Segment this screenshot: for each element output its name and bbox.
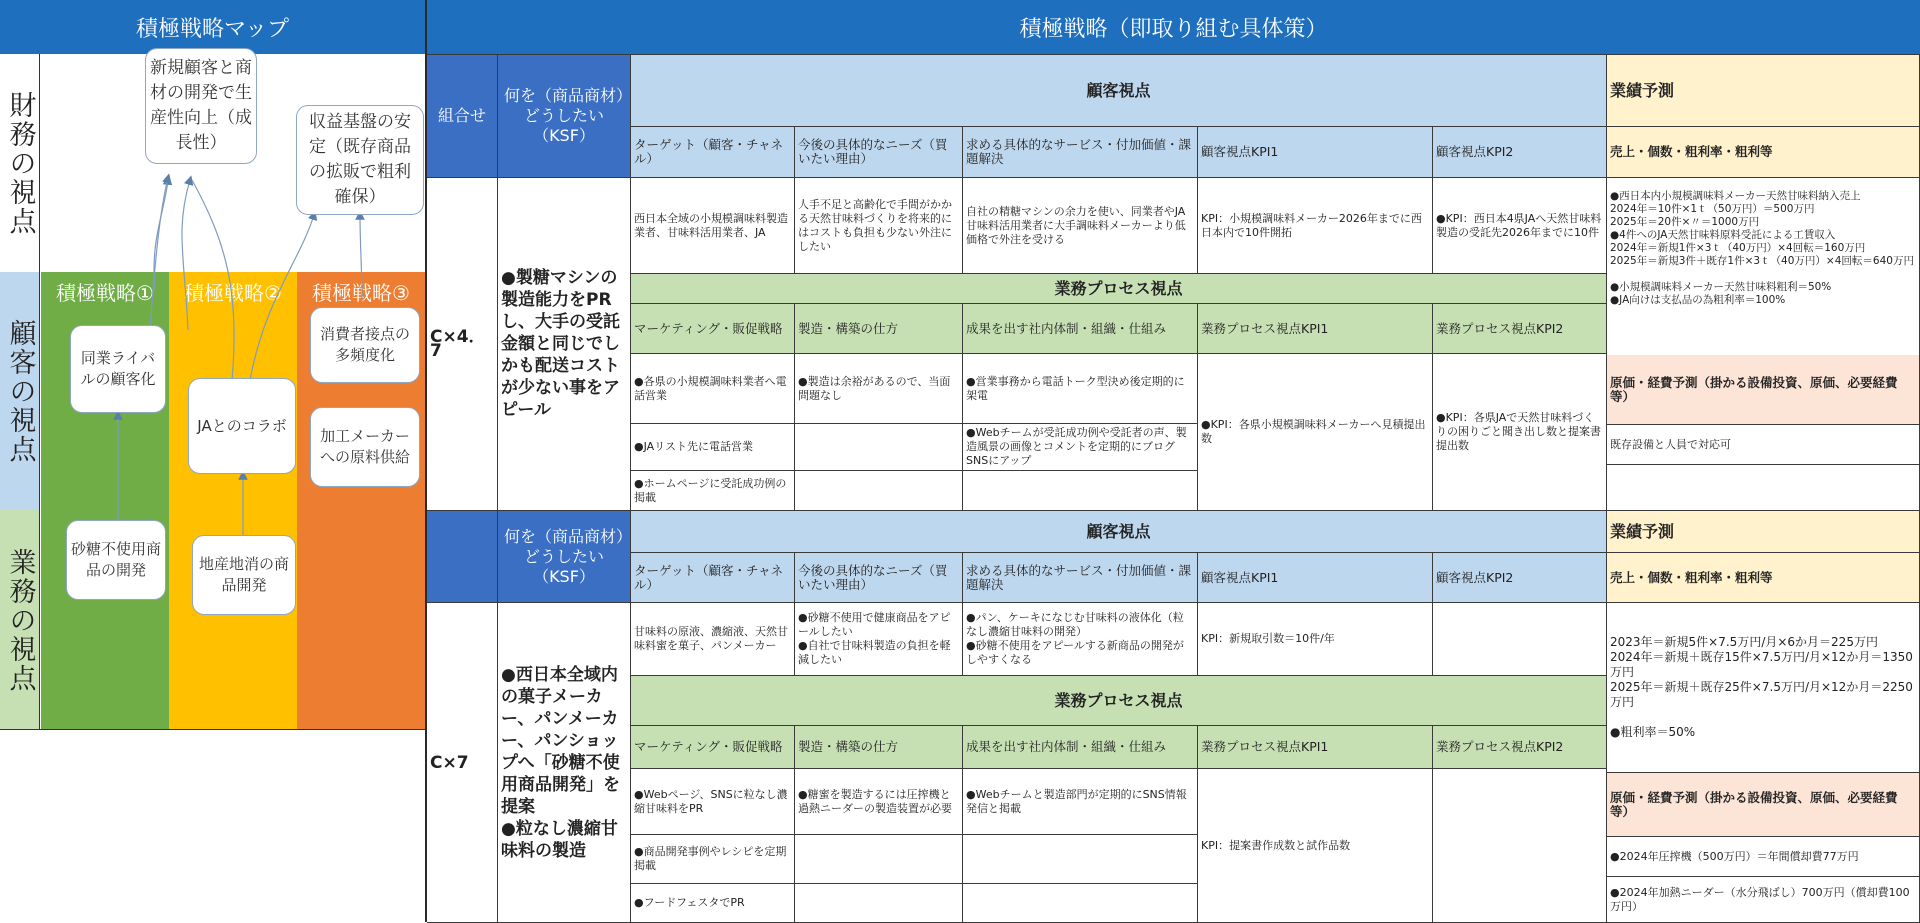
s2-col-ckpi1: 顧客視点KPI1: [1198, 553, 1433, 603]
s2-col-mfg: 製造・構築の仕方: [795, 726, 963, 769]
s2-process-view-header: 業務プロセス視点: [631, 676, 1607, 726]
col-service: 求める具体的なサービス・付加価値・課題解決: [963, 127, 1198, 178]
s2-col-ckpi2: 顧客視点KPI2: [1433, 553, 1607, 603]
s1-process-view-header: 業務プロセス視点: [631, 274, 1607, 304]
s2-pkpi1: KPI：提案書作成数と試作品数: [1198, 769, 1433, 923]
s2-needs: ●砂糖不使用で健康商品をアピールしたい ●自社で甘味料製造の負担を軽減したい: [795, 603, 963, 676]
s2-ksf-header: 何を（商品商材）どうしたい（KSF）: [498, 511, 631, 603]
s2-col-pkpi2: 業務プロセス視点KPI2: [1433, 726, 1607, 769]
s2-org: ●Webチームと製造部門が定期的にSNS情報発信と掲載: [963, 769, 1198, 835]
s1-col-mfg: 製造・構築の仕方: [795, 304, 963, 354]
s1-service: 自社の精糖マシンの余力を使い、同業者やJA甘味料活用業者に大手調味料メーカーより低価格で外注を受ける: [963, 178, 1198, 274]
s1-mkt-2: ●JAリスト先に電話営業: [631, 424, 795, 471]
s2-mfg-empty-1: [795, 835, 963, 884]
forecast-header: 業績予測: [1607, 55, 1920, 127]
node-local-product-dev: 地産地消の商品開発: [192, 535, 296, 615]
s1-col-mkt: マーケティング・販促戦略: [631, 304, 795, 354]
s1-pkpi2: ●KPI：各県JAで天然甘味料づくりの困りごと聞き出し数と提案書提出数: [1433, 354, 1607, 511]
customer-view-header: 顧客視点: [631, 55, 1607, 127]
s2-col-mkt: マーケティング・販促戦略: [631, 726, 795, 769]
s1-col-org: 成果を出す社内体制・組織・仕組み: [963, 304, 1198, 354]
node-raw-supply: 加工メーカーへの原料供給: [310, 407, 420, 487]
s1-combo: C×4．7: [427, 178, 498, 511]
s1-mfg-empty-1: [795, 424, 963, 471]
s2-combo: C×7: [427, 603, 498, 923]
s1-mkt-3: ●ホームページに受託成功例の掲載: [631, 471, 795, 511]
s1-cost-empty: [1607, 465, 1920, 511]
row-label-customer: 顧客の視点: [4, 318, 36, 464]
s1-mfg-empty-2: [795, 471, 963, 511]
s2-service: ●パン、ケーキになじむ甘味料の液体化（粒なし濃縮甘味料の開発） ●砂糖不使用をアピールする新商品の開発がしやすくなる: [963, 603, 1198, 676]
s2-col-target: ターゲット（顧客・チャネル）: [631, 553, 795, 603]
s2-ckpi1: KPI：新規取引数＝10件/年: [1198, 603, 1433, 676]
s2-target: 甘味料の原液、濃縮液、天然甘味料蜜を菓子、パンメーカー: [631, 603, 795, 676]
ksf-header: 何を（商品商材）どうしたい（KSF）: [498, 55, 631, 178]
s1-target: 西日本全域の小規模調味料製造業者、甘味料活用業者、JA: [631, 178, 795, 274]
row-label-finance: 財務の視点: [4, 90, 36, 236]
s1-pkpi1: ●KPI：各県小規模調味料メーカーへ見積提出数: [1198, 354, 1433, 511]
s2-combo-header: [427, 511, 498, 603]
s2-mkt-1: ●Webページ、SNSに粒なし濃縮甘味料をPR: [631, 769, 795, 835]
s2-mkt-2: ●商品開発事例やレシピを定期掲載: [631, 835, 795, 884]
plan-title: 積極戦略（即取り組む具体策）: [427, 0, 1920, 54]
s2-col-needs: 今後の具体的なニーズ（買いたい理由）: [795, 553, 963, 603]
s2-col-service: 求める具体的なサービス・付加価値・課題解決: [963, 553, 1198, 603]
s2-cost-2: ●2024年加熱ニーダー（水分飛ばし）700万円（償却費100万円）: [1607, 877, 1920, 923]
col-ckpi1: 顧客視点KPI1: [1198, 127, 1433, 178]
s2-forecast-sub: 売上・個数・粗利率・粗利等: [1607, 553, 1920, 603]
strategy-2-label: 積極戦略②: [184, 281, 282, 305]
s1-cost: 既存設備と人員で対応可: [1607, 425, 1920, 465]
strategy-1-label: 積極戦略①: [56, 281, 154, 305]
s2-col-pkpi1: 業務プロセス視点KPI1: [1198, 726, 1433, 769]
s2-cost-header: 原価・経費予測（掛かる設備投資、原価、必要経費等）: [1607, 773, 1920, 837]
s2-mfg: ●糖蜜を製造するには圧搾機と過熱ニーダーの製造装置が必要: [795, 769, 963, 835]
s1-ksf: ●製糖マシンの製造能力をPRし、大手の受託金額と同じでしかも配送コストが少ない事をアピール: [498, 178, 631, 511]
strategy-3-label: 積極戦略③: [312, 281, 410, 305]
s2-org-empty-2: [963, 884, 1198, 923]
s2-mkt-3: ●フードフェスタでPR: [631, 884, 795, 923]
node-finance-growth: 新規顧客と商材の開発で生産性向上（成長性）: [145, 48, 257, 164]
s2-col-org: 成果を出す社内体制・組織・仕組み: [963, 726, 1198, 769]
s2-ckpi2: [1433, 603, 1607, 676]
s2-mfg-empty-2: [795, 884, 963, 923]
s1-mfg: ●製造は余裕があるので、当面問題なし: [795, 354, 963, 424]
col-ckpi2: 顧客視点KPI2: [1433, 127, 1607, 178]
s2-ksf: ●西日本全域内の菓子メーカー、パンメーカー、パンショップへ「砂糖不使用商品開発」を提案 ●粒なし濃縮甘味料の製造: [498, 603, 631, 923]
row-label-process: 業務の視点: [4, 547, 36, 693]
s2-pkpi2: [1433, 769, 1607, 923]
s2-org-empty-1: [963, 835, 1198, 884]
s1-col-pkpi1: 業務プロセス視点KPI1: [1198, 304, 1433, 354]
s1-ckpi1: KPI：小規模調味料メーカー2026年までに西日本内で10件開拓: [1198, 178, 1433, 274]
combo-header: 組合せ: [427, 55, 498, 178]
s1-forecast: ●西日本内小規模調味料メーカー天然甘味料納入売上 2024年＝10件×1ｔ（50万円）＝500万円 2025年＝20件×〃＝1000万円 ●4件へのJA天然甘味料原料受託による工賃収入 2024年＝新規1件×3ｔ（40万円）×4回転＝160万円 2025年＝新規3件＋既存1件×3ｔ（40万円）×4回転＝640万円 ●小規模調味料メーカー天然甘味料粗利＝50% ●JA向けは支払品の為粗利率＝100%: [1607, 178, 1920, 409]
map-title: 積極戦略マップ: [0, 0, 425, 54]
s1-cost-header: 原価・経費予測（掛かる設備投資、原価、必要経費等）: [1607, 355, 1920, 425]
s1-mkt-1: ●各県の小規模調味料業者へ電話営業: [631, 354, 795, 424]
forecast-sub: 売上・個数・粗利率・粗利等: [1607, 127, 1920, 178]
s2-customer-view-header: 顧客視点: [631, 511, 1607, 553]
node-finance-stable: 収益基盤の安定（既存商品の拡販で粗利確保）: [296, 105, 424, 215]
s1-ckpi2: ●KPI：西日本4県JAへ天然甘味料製造の受託先2026年までに10件: [1433, 178, 1607, 274]
s1-org-1: ●営業事務から電話トーク型決め後定期的に架電: [963, 354, 1198, 424]
node-ja-collab: JAとのコラボ: [188, 378, 296, 474]
node-consumer-contact: 消費者接点の多頻度化: [310, 307, 420, 383]
s1-col-pkpi2: 業務プロセス視点KPI2: [1433, 304, 1607, 354]
s1-org-2: ●Webチームが受託成功例や受託者の声、製造風景の画像とコメントを定期的にブログSNSにアップ: [963, 424, 1198, 471]
s1-org-empty: [963, 471, 1198, 511]
s2-forecast-header: 業績予測: [1607, 511, 1920, 553]
plan-grid: [427, 54, 1920, 922]
node-sugar-free-dev: 砂糖不使用商品の開発: [66, 520, 166, 600]
col-needs: 今後の具体的なニーズ（買いたい理由）: [795, 127, 963, 178]
col-target: ターゲット（顧客・チャネル）: [631, 127, 795, 178]
s1-needs: 人手不足と高齢化で手間がかかる天然甘味料づくりを将来的にはコストも負担も少ない外注にしたい: [795, 178, 963, 274]
s2-cost-1: ●2024年圧搾機（500万円）＝年間償却費77万円: [1607, 837, 1920, 877]
s2-forecast: 2023年＝新規5件×7.5万円/月×6か月＝225万円 2024年＝新規＋既存15件×7.5万円/月×12か月＝1350万円 2025年＝新規＋既存25件×7.5万円/月×12か月＝2250万円 ●粗利率＝50%: [1607, 603, 1920, 773]
node-rival-customers: 同業ライバルの顧客化: [70, 325, 166, 413]
